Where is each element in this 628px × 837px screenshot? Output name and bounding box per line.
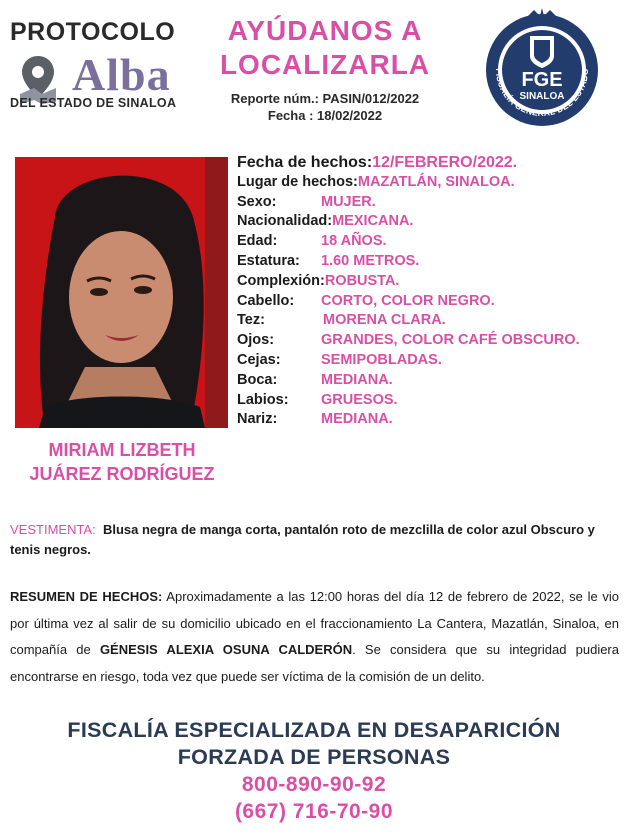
detail-value: MUJER.: [321, 193, 376, 210]
protocolo-alba-logo: [10, 12, 200, 112]
logo-estado-text: DEL ESTADO DE SINALOA: [10, 96, 177, 110]
detail-value: MORENA CLARA.: [323, 312, 446, 329]
case-summary: [10, 584, 619, 690]
phone-number-1[interactable]: 800-890-90-92: [241, 773, 387, 796]
phone-number-2[interactable]: (667) 716-70-90: [234, 800, 394, 823]
detail-row-estatura: [237, 252, 622, 272]
clothing-description: [10, 520, 615, 560]
detail-label: Nariz:: [237, 411, 278, 428]
fge-seal-logo: [482, 6, 602, 130]
detail-row-ojos: [237, 331, 622, 351]
detail-value: ROBUSTA.: [324, 272, 400, 289]
footer-line2: FORZADA DE PERSONAS: [177, 745, 451, 769]
seal-acronym: FGE: [521, 69, 563, 91]
detail-value: GRUESOS.: [321, 391, 398, 408]
detail-label: Complexión:: [237, 272, 325, 289]
header-title-block: [205, 14, 445, 124]
detail-label: Boca:: [237, 371, 278, 388]
logo-protocolo-text: PROTOCOLO: [10, 18, 176, 46]
detail-label: Edad:: [237, 233, 278, 250]
vestimenta-text: Blusa negra de manga corta, pantalón roto de mezclilla de color azul Obscuro y tenis negros.: [10, 522, 595, 557]
detail-value: 18 AÑOS.: [321, 233, 387, 250]
person-name-line2: JUÁREZ RODRÍGUEZ: [29, 464, 215, 484]
detail-label: Cabello:: [237, 292, 295, 309]
footer-contact: [0, 717, 628, 825]
detail-value: 12/FEBRERO/2022.: [372, 154, 518, 171]
detail-value: MEDIANA.: [321, 371, 393, 388]
detail-row-cejas: [237, 351, 622, 371]
header-title-line1: AYÚDANOS A: [227, 15, 423, 46]
detail-label: Estatura:: [237, 252, 300, 269]
report-date: Fecha : 18/02/2022: [267, 108, 383, 123]
detail-row-lugar: [237, 173, 622, 193]
detail-row-sexo: [237, 193, 622, 213]
detail-value: SEMIPOBLADAS.: [321, 351, 442, 368]
detail-value: MEXICANA.: [332, 213, 414, 230]
physical-details-list: [237, 153, 622, 430]
person-name-line1: MIRIAM LIZBETH: [48, 440, 196, 460]
detail-row-labios: [237, 391, 622, 411]
detail-label: Ojos:: [237, 332, 275, 349]
detail-row-complexion: [237, 272, 622, 292]
detail-label: Labios:: [237, 391, 289, 408]
detail-value: 1.60 METROS.: [321, 252, 420, 269]
detail-row-nariz: [237, 410, 622, 430]
detail-label: Nacionalidad:: [237, 213, 333, 230]
header-title-line2: LOCALIZARLA: [219, 49, 431, 80]
detail-label: Fecha de hechos:: [237, 154, 373, 171]
detail-value: MEDIANA.: [321, 411, 393, 428]
missing-person-name: [8, 438, 236, 486]
detail-value: CORTO, COLOR NEGRO.: [321, 292, 495, 309]
missing-person-photo: [15, 157, 228, 428]
detail-row-cabello: [237, 292, 622, 312]
detail-value: MAZATLÁN, SINALOA.: [357, 173, 515, 190]
detail-value: GRANDES, COLOR CAFÉ OBSCURO.: [321, 332, 580, 349]
resumen-text-before: Aproximadamente a las 12:00 horas del día 12 de febrero de 2022, se le vio por última vez al salir de su domicilio ubicado en el fraccionamiento La Cantera, Mazatlán, Sinaloa, en compañía de: [10, 589, 619, 657]
detail-label: Cejas:: [237, 351, 281, 368]
detail-row-nacionalidad: [237, 212, 622, 232]
companion-name: GÉNESIS ALEXIA OSUNA CALDERÓN: [99, 642, 353, 657]
portrait-image: [15, 157, 228, 428]
footer-line1: FISCALÍA ESPECIALIZADA EN DESAPARICIÓN: [67, 718, 561, 742]
detail-row-tez: [237, 311, 622, 331]
resumen-label: RESUMEN DE HECHOS:: [10, 589, 163, 604]
detail-row-edad: [237, 232, 622, 252]
report-number: Reporte núm.: PASIN/012/2022: [230, 91, 420, 106]
detail-row-fecha: [237, 153, 622, 173]
detail-label: Tez:: [237, 312, 265, 329]
detail-label: Lugar de hechos:: [237, 173, 358, 190]
seal-ring-text: FISCALÍA GENERAL DEL ESTADO: [493, 68, 591, 119]
detail-label: Sexo:: [237, 193, 277, 210]
vestimenta-label: VESTIMENTA:: [10, 522, 96, 537]
seal-state: SINALOA: [519, 91, 565, 102]
logo-alba-text: Alba: [72, 49, 171, 100]
resumen-text-after: . Se considera que su integridad pudiera encontrarse en riesgo, toda vez que puede ser víctima de la comisión de un delito.: [10, 642, 619, 684]
detail-row-boca: [237, 371, 622, 391]
